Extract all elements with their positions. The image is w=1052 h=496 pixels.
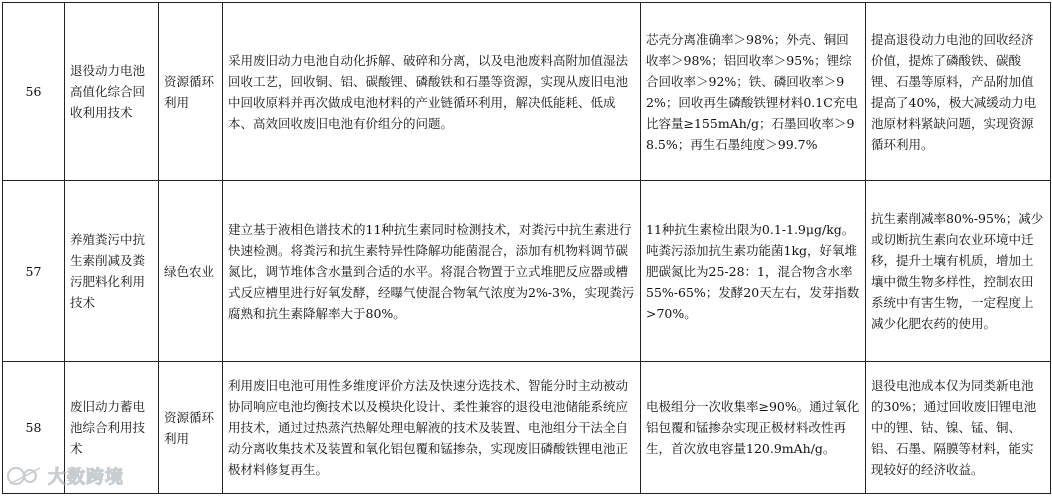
table-row xyxy=(3,362,1051,494)
technology-table xyxy=(2,2,1051,494)
technology-content: 利用废旧电池可用性多维度评价方法及快速分选技术、智能分时主动被动协同响应电池均衡技术以及模块化设计、柔性兼容的退役电池储能系统应用技术，通过过热蒸汽热解处理电解液的技术及装置、电池组分干法全自动分离收集技术及装置和氧化铝包覆和锰掺杂，实现废旧磷酸铁锂电池正极材料修复再生。 xyxy=(223,362,641,494)
table-row xyxy=(3,181,1051,362)
technology-content: 建立基于液相色谱技术的11种抗生素同时检测技术，对粪污中抗生素进行快速检测。将粪污和抗生素特异性降解功能菌混合，添加有机物料调节碳氮比，调节堆体含水量到合适的水平。将混合物置于立式堆肥反应器或槽式反应槽里进行好氧发酵，经曝气使混合物氧气浓度为2%-3%，实现粪污腐熟和抗生素降解率大于80%。 xyxy=(223,181,641,362)
technology-content: 采用废旧动力电池自动化拆解、破碎和分离，以及电池废料高附加值湿法回收工艺，回收铜、铝、碳酸锂、磷酸铁和石墨等资源，实现从废旧电池中回收原料并再次做成电池材料的产业链循环利用，解决低能耗、低成本、高效回收废旧电池有价组分的问题。 xyxy=(223,3,641,181)
table-row xyxy=(3,3,1051,181)
watermark-text: 大数跨境 xyxy=(48,467,124,488)
benefits: 提高退役动力电池的回收经济价值，提炼了磷酸铁、碳酸锂、石墨等原料，产品附加值提高了40%，极大减缓动力电池原材料紧缺问题，实现资源循环利用。 xyxy=(866,3,1051,181)
technology-name: 养殖粪污中抗生素削减及粪污肥料化利用技术 xyxy=(65,181,159,362)
row-number: 58 xyxy=(3,362,65,494)
technical-indicators: 芯壳分离准确率＞98%；外壳、铜回收率＞98%；铝回收率＞95%；锂综合回收率＞92%；铁、磷回收率＞92%；回收再生磷酸铁锂材料0.1C充电比容量≥155mAh/g；石墨回收率＞98.5%；再生石墨纯度＞99.7% xyxy=(641,3,866,181)
technology-name: 退役动力电池高值化综合回收利用技术 xyxy=(65,3,159,181)
category: 资源循环利用 xyxy=(159,362,223,494)
category: 资源循环利用 xyxy=(159,3,223,181)
benefits: 抗生素削减率80%-95%；减少或切断抗生素向农业环境中迁移，提升土壤有机质，增加土壤中微生物多样性，控制农田系统中有害生物，一定程度上减少化肥农药的使用。 xyxy=(866,181,1051,362)
row-number: 57 xyxy=(3,181,65,362)
benefits: 退役电池成本仅为同类新电池的30%；通过回收废旧锂电池中的锂、钴、镍、锰、铜、铝、石墨、隔膜等材料，能实现较好的经济收益。 xyxy=(866,362,1051,494)
technical-indicators: 电极组分一次收集率≥90%。通过氧化铝包覆和锰掺杂实现正极材料改性再生，首次放电容量120.9mAh/g。 xyxy=(641,362,866,494)
technology-name: 废旧动力蓄电池综合利用技术 xyxy=(65,362,159,494)
logo-icon xyxy=(6,464,44,488)
category: 绿色农业 xyxy=(159,181,223,362)
watermark xyxy=(6,462,124,490)
row-number: 56 xyxy=(3,3,65,181)
technical-indicators: 11种抗生素检出限为0.1-1.9μg/kg。吨粪污添加抗生素功能菌1kg，好氧堆肥碳氮比为25-28：1，混合物含水率55%-65%；发酵20天左右，发芽指数>70%。 xyxy=(641,181,866,362)
